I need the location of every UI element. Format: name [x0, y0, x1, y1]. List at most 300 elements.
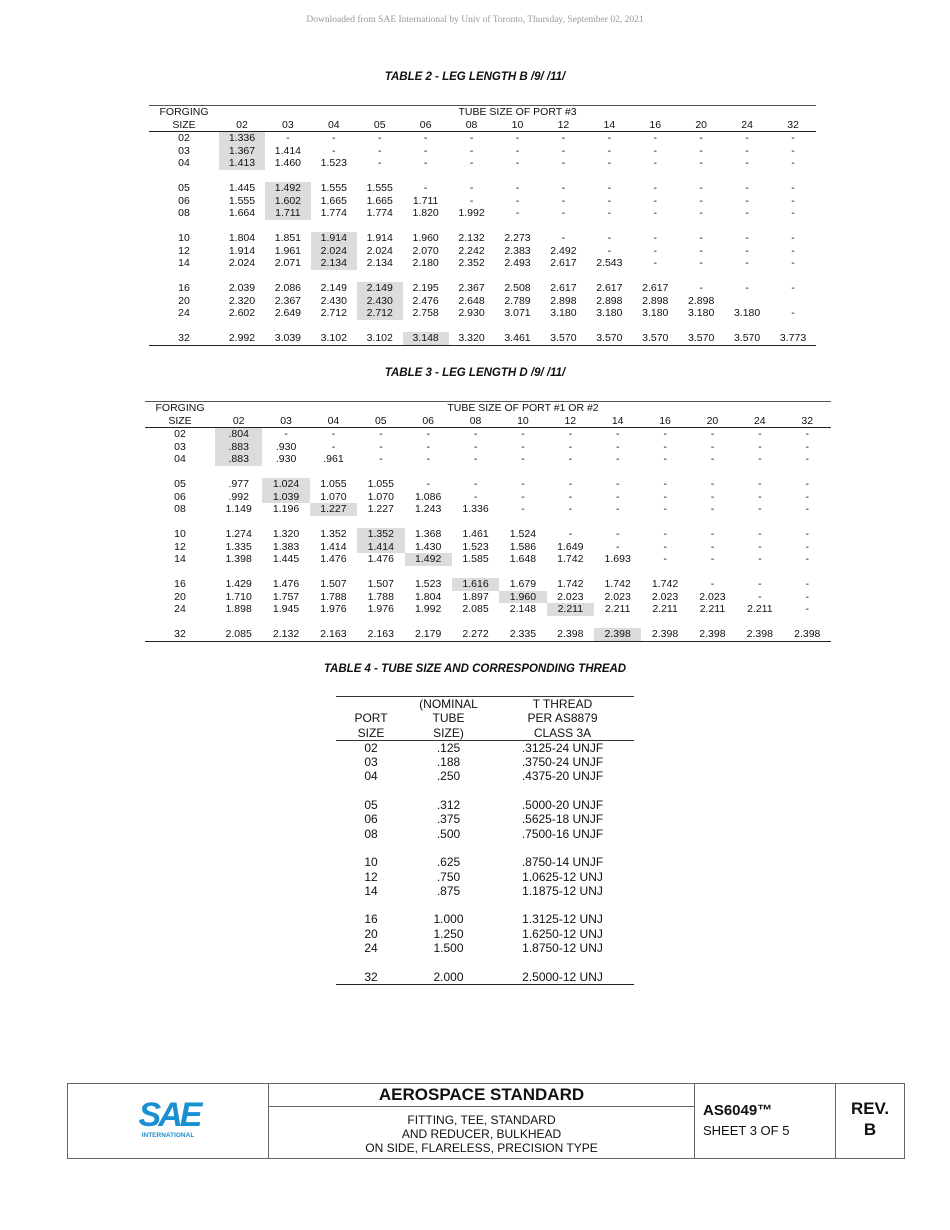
value-cell: 1.711: [265, 207, 311, 220]
value-cell: 2.508: [504, 282, 531, 294]
tube-size-cell: .125: [436, 740, 461, 755]
forging-size-cell: 10: [178, 232, 190, 244]
value-cell: -: [710, 553, 715, 565]
value-cell: -: [515, 157, 520, 169]
forging-size-cell: 24: [174, 603, 186, 615]
column-header: 20: [678, 119, 724, 132]
value-cell: -: [745, 132, 749, 144]
value-cell: -: [699, 282, 703, 294]
value-cell: 1.461: [462, 528, 489, 540]
value-cell: -: [515, 194, 520, 207]
value-cell: 2.335: [499, 628, 546, 641]
value-cell: 1.492: [265, 182, 311, 195]
table-row: [336, 812, 634, 826]
value-cell: -: [426, 453, 430, 465]
value-cell: 2.398: [736, 628, 783, 641]
value-cell: 2.132: [458, 232, 485, 244]
value-cell: 1.710: [225, 590, 252, 603]
value-cell: .961: [323, 453, 344, 465]
value-cell: -: [568, 528, 573, 540]
value-cell: -: [663, 428, 667, 440]
value-cell: 1.352: [357, 528, 404, 541]
value-cell: -: [377, 144, 382, 157]
value-cell: -: [473, 490, 478, 503]
value-cell: -: [521, 453, 525, 465]
value-cell: -: [607, 244, 612, 257]
value-cell: -: [805, 440, 809, 453]
value-cell: 2.195: [412, 282, 439, 294]
download-watermark: Downloaded from SAE International by Univ of Toronto, Thursday, September 02, 2021: [306, 15, 644, 25]
port-size-header: SIZE: [336, 726, 406, 741]
column-header: 10: [499, 415, 546, 428]
value-cell: -: [791, 282, 795, 294]
table-row: [149, 182, 816, 195]
forging-label: FORGING: [145, 402, 215, 415]
table-row: [336, 941, 634, 955]
tube-size-group-header: TUBE SIZE OF PORT #3: [219, 106, 816, 119]
value-cell: -: [615, 503, 620, 515]
value-cell: 1.742: [604, 578, 631, 590]
value-cell: 1.945: [272, 603, 300, 615]
tube-size-cell: 1.000: [433, 912, 464, 927]
value-cell: 1.367: [219, 145, 265, 158]
thread-cell: .7500-16 UNJF: [521, 826, 604, 841]
value-cell: -: [331, 428, 336, 440]
value-cell: 1.039: [262, 491, 309, 504]
value-cell: -: [561, 232, 566, 244]
value-cell: 1.352: [320, 528, 347, 540]
value-cell: 1.851: [274, 232, 302, 244]
value-cell: 1.555: [320, 182, 347, 194]
value-cell: -: [758, 540, 762, 553]
value-cell: 1.648: [509, 553, 537, 565]
column-header-row: [145, 415, 831, 428]
value-cell: -: [710, 528, 715, 540]
forging-size-cell: 02: [174, 428, 186, 440]
value-cell: -: [710, 440, 715, 453]
value-cell: 1.960: [499, 591, 546, 604]
value-cell: 3.148: [403, 332, 449, 345]
value-cell: -: [332, 132, 336, 144]
value-cell: -: [568, 490, 573, 503]
value-cell: 2.179: [405, 628, 452, 641]
value-cell: -: [663, 490, 667, 503]
value-cell: 1.507: [367, 578, 394, 590]
value-cell: 1.445: [228, 182, 256, 194]
thread-cell: .4375-20 UNJF: [521, 769, 604, 784]
value-cell: -: [745, 244, 749, 257]
forging-size-cell: 14: [178, 257, 190, 269]
thread-header: CLASS 3A: [491, 726, 634, 741]
value-cell: -: [791, 244, 795, 257]
table-row: [149, 232, 816, 245]
value-cell: 1.711: [412, 194, 439, 207]
value-cell: 1.476: [272, 578, 300, 590]
value-cell: -: [561, 132, 566, 144]
value-cell: -: [710, 428, 715, 440]
value-cell: 2.149: [357, 282, 403, 295]
value-cell: -: [805, 453, 809, 465]
value-cell: -: [758, 453, 762, 465]
value-cell: -: [699, 194, 703, 207]
size-label: SIZE: [145, 415, 215, 428]
value-cell: 3.570: [724, 332, 770, 345]
value-cell: 2.398: [689, 628, 736, 641]
value-cell: 1.523: [415, 578, 442, 590]
table-row: [149, 132, 816, 145]
header-row: [145, 402, 831, 415]
value-cell: 1.398: [225, 553, 252, 565]
value-cell: 1.320: [272, 528, 300, 540]
table-row: [145, 478, 831, 491]
forging-size-cell: 16: [178, 282, 190, 294]
value-cell: 1.336: [462, 503, 489, 515]
value-cell: -: [561, 207, 566, 219]
value-cell: 1.693: [604, 553, 631, 565]
value-cell: 2.211: [604, 603, 631, 615]
value-cell: 2.398: [594, 628, 641, 641]
value-cell: 1.774: [320, 207, 347, 219]
value-cell: 3.570: [586, 332, 632, 345]
value-cell: 2.163: [310, 628, 357, 641]
value-cell: [770, 295, 816, 308]
value-cell: 1.804: [228, 232, 256, 244]
value-cell: -: [568, 503, 573, 515]
value-cell: -: [805, 503, 809, 515]
port-size-cell: 20: [364, 926, 378, 941]
column-header: 24: [736, 415, 783, 428]
value-cell: 2.712: [320, 307, 347, 319]
value-cell: 1.757: [272, 590, 300, 603]
value-cell: 2.023: [557, 590, 584, 603]
value-cell: 2.272: [452, 628, 499, 641]
value-cell: -: [653, 207, 657, 219]
table-row: [149, 195, 816, 208]
revision-value: B: [863, 1120, 877, 1139]
value-cell: 1.788: [320, 590, 347, 603]
value-cell: -: [758, 428, 762, 440]
table-row: [145, 578, 831, 591]
value-cell: -: [426, 478, 430, 490]
thread-cell: .8750-14 UNJF: [521, 855, 604, 870]
value-cell: -: [515, 207, 520, 219]
forging-size-cell: 05: [178, 182, 190, 194]
value-cell: -: [521, 440, 525, 453]
port-size-cell: 02: [364, 740, 378, 755]
value-cell: -: [791, 207, 795, 219]
document-title-line: AND REDUCER, BULKHEAD: [401, 1127, 562, 1141]
value-cell: 2.367: [458, 282, 485, 294]
value-cell: 2.273: [504, 232, 531, 244]
value-cell: 1.804: [415, 590, 442, 603]
value-cell: 1.665: [366, 194, 393, 207]
value-cell: 2.132: [262, 628, 309, 641]
value-cell: -: [561, 144, 566, 157]
port-size-cell: 16: [364, 912, 378, 927]
value-cell: -: [521, 503, 525, 515]
document-title-line: FITTING, TEE, STANDARD: [407, 1113, 556, 1127]
value-cell: 2.617: [550, 282, 577, 294]
value-cell: 2.493: [504, 257, 531, 269]
table2: [149, 105, 816, 346]
table-row: [149, 245, 816, 258]
value-cell: -: [561, 182, 566, 194]
value-cell: 3.102: [311, 332, 357, 345]
value-cell: 1.086: [415, 490, 442, 503]
value-cell: 2.398: [547, 628, 594, 641]
value-cell: -: [791, 194, 795, 207]
forging-size-cell: 08: [174, 503, 186, 515]
column-header: 12: [540, 119, 586, 132]
forging-size-cell: 32: [145, 628, 215, 641]
value-cell: -: [331, 440, 336, 453]
value-cell: 1.414: [320, 540, 347, 553]
thread-cell: .3125-24 UNJF: [521, 740, 604, 755]
column-header: 24: [724, 119, 770, 132]
table-row: [145, 541, 831, 554]
value-cell: -: [710, 490, 715, 503]
value-cell: 2.085: [462, 603, 489, 615]
table2-title: TABLE 2 - LEG LENGTH B /9/ /11/: [384, 71, 566, 83]
value-cell: -: [805, 578, 809, 590]
forging-size-cell: 20: [178, 294, 190, 307]
value-cell: 1.820: [412, 207, 439, 219]
value-cell: 2.242: [458, 244, 485, 257]
port-size-cell: 06: [364, 812, 378, 827]
value-cell: -: [653, 257, 657, 269]
value-cell: -: [745, 282, 749, 294]
value-cell: -: [758, 503, 762, 515]
title-block: [67, 1083, 905, 1159]
table-row: [149, 295, 816, 308]
port-size-cell: 32: [336, 970, 406, 985]
value-cell: .930: [275, 440, 297, 453]
value-cell: -: [758, 440, 762, 453]
value-cell: -: [653, 157, 657, 169]
tube-size-cell: .250: [436, 769, 461, 784]
value-cell: -: [615, 528, 620, 540]
value-cell: -: [805, 590, 809, 603]
value-cell: 1.383: [272, 540, 300, 553]
value-cell: 1.336: [219, 132, 265, 145]
value-cell: -: [379, 428, 383, 440]
thread-header: T THREAD: [491, 697, 634, 712]
value-cell: -: [473, 440, 478, 453]
value-cell: 1.897: [462, 590, 489, 603]
tube-size-cell: .625: [436, 855, 461, 870]
value-cell: -: [791, 157, 795, 169]
value-cell: -: [710, 503, 715, 515]
value-cell: -: [805, 478, 809, 490]
value-cell: 2.039: [228, 282, 256, 294]
value-cell: -: [607, 207, 612, 219]
value-cell: -: [758, 553, 762, 565]
value-cell: -: [791, 232, 795, 244]
value-cell: 3.180: [642, 307, 669, 319]
forging-size-cell: 02: [178, 132, 190, 144]
value-cell: 2.211: [547, 603, 594, 616]
value-cell: 1.898: [225, 603, 252, 615]
forging-size-cell: 20: [174, 590, 186, 603]
value-cell: -: [805, 553, 809, 565]
port-size-header: [336, 697, 406, 712]
value-cell: -: [469, 194, 474, 207]
forging-size-cell: 24: [178, 307, 190, 319]
value-cell: -: [615, 540, 620, 553]
column-header: 02: [219, 119, 265, 132]
header-row: [149, 106, 816, 119]
value-cell: -: [473, 453, 478, 465]
thread-cell: 1.6250-12 UNJ: [522, 926, 603, 941]
value-cell: [724, 295, 770, 308]
sheet-number: SHEET 3 OF 5: [703, 1123, 790, 1138]
value-cell: 1.602: [265, 195, 311, 208]
tube-size-cell: .500: [436, 826, 461, 841]
value-cell: -: [426, 428, 430, 440]
header-row: [336, 711, 634, 725]
value-cell: -: [473, 478, 478, 490]
tube-size-cell: .188: [436, 755, 461, 770]
table-row: [145, 553, 831, 566]
value-cell: 2.398: [784, 628, 832, 641]
value-cell: -: [521, 428, 525, 440]
value-cell: 1.976: [320, 603, 347, 615]
value-cell: -: [791, 144, 795, 157]
value-cell: 1.649: [557, 540, 584, 553]
value-cell: 1.492: [405, 553, 452, 566]
value-cell: 3.570: [678, 332, 724, 345]
value-cell: 1.070: [367, 490, 394, 503]
value-cell: 2.163: [357, 628, 404, 641]
value-cell: 3.180: [733, 307, 761, 319]
value-cell: 2.617: [642, 282, 669, 294]
table-row: [149, 332, 816, 345]
value-cell: 2.024: [366, 244, 393, 257]
value-cell: -: [568, 453, 573, 465]
tube-size-cell: 1.500: [433, 941, 464, 956]
table-row: [145, 491, 831, 504]
table-row: [145, 503, 831, 516]
value-cell: -: [423, 157, 428, 169]
value-cell: -: [284, 428, 288, 440]
thread-cell: 1.3125-12 UNJ: [522, 912, 603, 927]
value-cell: 3.570: [632, 332, 678, 345]
value-cell: 3.570: [540, 332, 586, 345]
value-cell: 2.992: [219, 332, 265, 345]
value-cell: 2.602: [228, 307, 256, 319]
column-header: 32: [770, 119, 816, 132]
value-cell: 3.773: [770, 332, 816, 345]
table4: [336, 696, 634, 985]
value-cell: 1.476: [320, 553, 347, 565]
value-cell: -: [473, 428, 478, 440]
table-row: [336, 855, 634, 869]
column-header: 14: [586, 119, 632, 132]
thread-cell: .3750-24 UNJF: [521, 755, 604, 770]
value-cell: 2.898: [550, 294, 577, 307]
value-cell: -: [653, 182, 657, 194]
table-row: [145, 528, 831, 541]
forging-size-cell: 32: [149, 332, 219, 345]
value-cell: 1.914: [366, 232, 393, 244]
value-cell: -: [699, 144, 703, 157]
value-cell: 2.024: [311, 245, 357, 258]
value-cell: 1.476: [367, 553, 394, 565]
value-cell: 1.742: [557, 553, 584, 565]
value-cell: -: [699, 132, 703, 144]
table-row: [149, 145, 816, 158]
value-cell: -: [791, 257, 795, 269]
value-cell: 2.383: [504, 244, 531, 257]
value-cell: 3.180: [550, 307, 577, 319]
forging-size-cell: 04: [174, 453, 186, 465]
value-cell: -: [521, 478, 525, 490]
value-cell: 1.368: [415, 528, 442, 540]
value-cell: 1.274: [225, 528, 252, 540]
value-cell: -: [607, 194, 612, 207]
value-cell: 2.543: [596, 257, 623, 269]
value-cell: -: [699, 232, 703, 244]
table-row: [336, 827, 634, 841]
column-header: 04: [311, 119, 357, 132]
table-row: [336, 755, 634, 769]
value-cell: 2.134: [311, 257, 357, 270]
tube-size-cell: 1.250: [433, 926, 464, 941]
value-cell: -: [758, 478, 762, 490]
value-cell: 1.243: [415, 503, 442, 515]
value-cell: 2.023: [604, 590, 631, 603]
revision-label: REV.: [850, 1099, 890, 1118]
sae-logo-graphic: [68, 1084, 269, 1158]
value-cell: .883: [215, 453, 262, 466]
value-cell: 2.492: [550, 244, 577, 257]
column-header: 06: [403, 119, 449, 132]
value-cell: 1.523: [320, 157, 347, 169]
value-cell: 3.461: [495, 332, 541, 345]
standard-heading: AEROSPACE STANDARD: [269, 1084, 694, 1107]
thread-header: PER AS8879: [527, 711, 598, 726]
value-cell: 3.320: [449, 332, 495, 345]
value-cell: 2.086: [274, 282, 302, 294]
table-row: [336, 798, 634, 812]
thread-cell: .5625-18 UNJF: [521, 812, 604, 827]
value-cell: -: [699, 257, 703, 269]
table-row: [149, 307, 816, 320]
value-cell: 2.476: [412, 294, 439, 307]
table3-title: TABLE 3 - LEG LENGTH D /9/ /11/: [384, 367, 566, 379]
header-row: [336, 697, 634, 712]
value-cell: -: [607, 232, 612, 244]
value-cell: 2.398: [641, 628, 688, 641]
column-header-row: [149, 119, 816, 132]
value-cell: -: [423, 144, 428, 157]
value-cell: -: [745, 257, 749, 269]
value-cell: -: [521, 490, 525, 503]
value-cell: 1.055: [367, 478, 394, 490]
value-cell: 1.055: [320, 478, 347, 490]
value-cell: -: [615, 490, 620, 503]
value-cell: 2.649: [274, 307, 302, 319]
table3: [145, 401, 831, 642]
value-cell: -: [699, 157, 703, 169]
value-cell: 1.429: [225, 578, 252, 590]
value-cell: 1.555: [228, 194, 256, 207]
forging-size-cell: 12: [174, 540, 186, 553]
port-size-cell: 14: [364, 883, 378, 898]
forging-size-cell: 04: [178, 157, 190, 169]
value-cell: 1.788: [367, 590, 394, 603]
value-cell: 1.445: [272, 553, 300, 565]
